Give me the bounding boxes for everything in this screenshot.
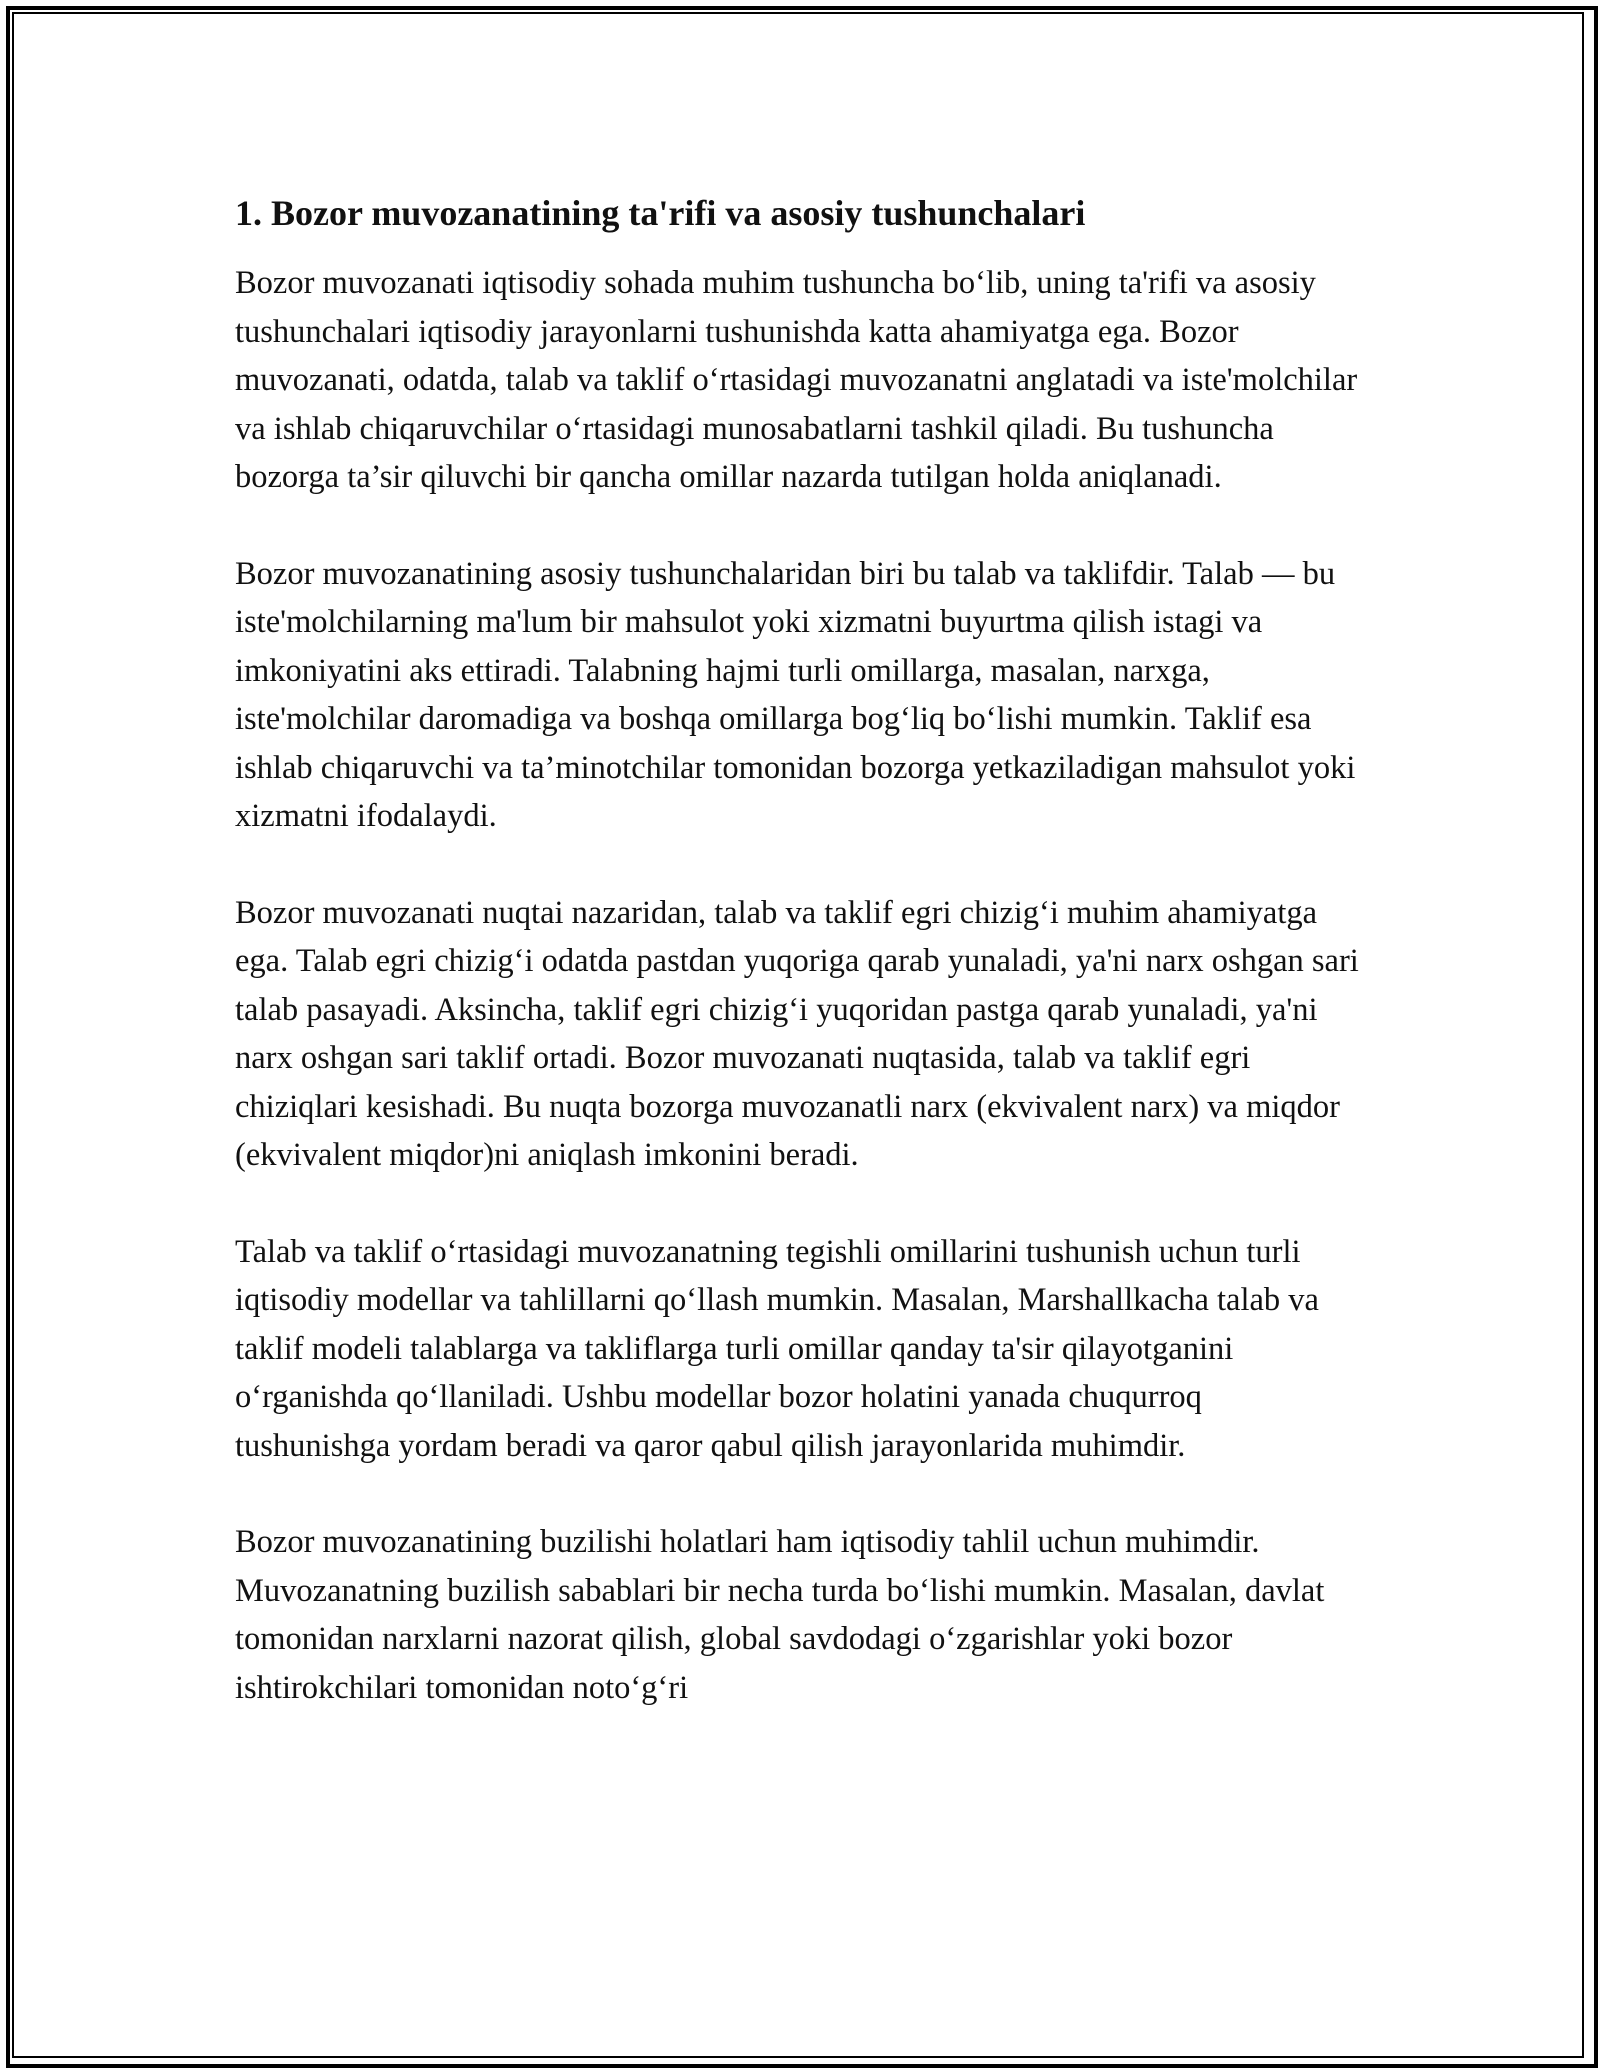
paragraph-5: Bozor muvozanatining buzilishi holatlari ham iqtisodiy tahlil uchun muhimdir. Muvozanatning buzilish sabablari bir necha turda bo‘lishi mumkin. Masalan, davlat tomonidan narxlarni nazorat qilish, global savdodagi o‘zgarishlar yoki bozor ishtirokchilari tomonidan noto‘g‘ri bbox=[235, 1524, 1325, 1706]
document-body bbox=[235, 186, 1365, 1712]
paragraph-1: Bozor muvozanati iqtisodiy sohada muhim tushuncha bo‘lib, uning ta'rifi va asosiy tushunchalari iqtisodiy jarayonlarni tushunishda katta ahamiyatga ega. Bozor muvozanati, odatda, talab va taklif o‘rtasidagi muvozanatni anglatadi va iste'molchilar va ishlab chiqaruvchilar o‘rtasidagi munosabatlarni tashkil qiladi. Bu tushuncha bozorga ta’sir qiluvchi bir qancha omillar nazarda tutilgan holda aniqlanadi. bbox=[235, 265, 1358, 495]
section-title: 1. Bozor muvozanatining ta'rifi va asosiy tushunchalari bbox=[235, 193, 1086, 233]
paragraph-2: Bozor muvozanatining asosiy tushunchalaridan biri bu talab va taklifdir. Talab — bu iste'molchilarning ma'lum bir mahsulot yoki xizmatni buyurtma qilish istagi va imkoniyatini aks ettiradi. Talabning hajmi turli omillarga, masalan, narxga, iste'molchilar daromadiga va boshqa omillarga bog‘liq bo‘lishi mumkin. Taklif esa ishlab chiqaruvchi va ta’minotchilar tomonidan bozorga yetkaziladigan mahsulot yoki xizmatni ifodalaydi. bbox=[235, 555, 1356, 834]
paragraph-3: Bozor muvozanati nuqtai nazaridan, talab va taklif egri chizig‘i muhim ahamiyatga ega. Talab egri chizig‘i odatda pastdan yuqoriga qarab yunaladi, ya'ni narx oshgan sari talab pasayadi. Aksincha, taklif egri chizig‘i yuqoridan pastga qarab yunaladi, ya'ni narx oshgan sari taklif ortadi. Bozor muvozanati nuqtasida, talab va taklif egri chiziqlari kesishadi. Bu nuqta bozorga muvozanatli narx (ekvivalent narx) va miqdor (ekvivalent miqdor)ni aniqlash imkonini beradi. bbox=[235, 894, 1359, 1173]
paragraph-4: Talab va taklif o‘rtasidagi muvozanatning tegishli omillarini tushunish uchun turli iqtisodiy modellar va tahlillarni qo‘llash mumkin. Masalan, Marshallkacha talab va taklif modeli talablarga va takliflarga turli omillar qanday ta'sir qilayotganini o‘rganishda qo‘llaniladi. Ushbu modellar bozor holatini yanada chuqurroq tushunishga yordam beradi va qaror qabul qilish jarayonlarida muhimdir. bbox=[235, 1233, 1319, 1464]
